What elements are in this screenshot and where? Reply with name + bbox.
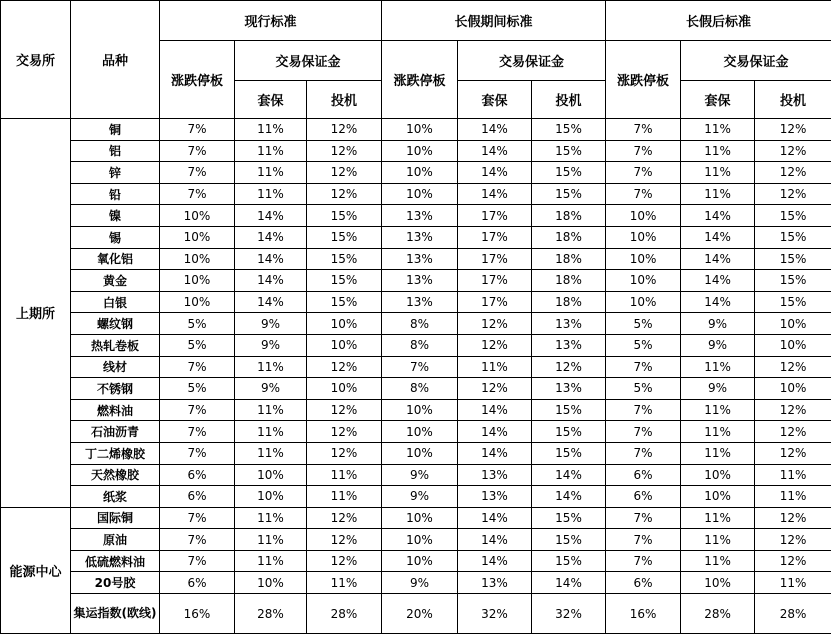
spec-margin-value: 32% xyxy=(532,594,606,634)
hedge-margin-value: 14% xyxy=(235,248,307,270)
limit-value: 7% xyxy=(160,162,235,184)
table-row xyxy=(1,486,831,508)
table-row xyxy=(1,183,831,205)
header-group-holiday: 长假期间标准 xyxy=(382,1,606,41)
limit-value: 5% xyxy=(606,378,681,400)
product-name: 石油沥青 xyxy=(71,421,160,443)
limit-value: 7% xyxy=(160,399,235,421)
limit-value: 7% xyxy=(160,183,235,205)
hedge-margin-value: 14% xyxy=(681,205,755,227)
limit-value: 7% xyxy=(606,529,681,551)
spec-margin-value: 11% xyxy=(755,486,831,508)
limit-value: 5% xyxy=(160,313,235,335)
spec-margin-value: 15% xyxy=(532,119,606,141)
spec-margin-value: 15% xyxy=(755,270,831,292)
spec-margin-value: 15% xyxy=(755,226,831,248)
hedge-margin-value: 14% xyxy=(681,248,755,270)
hedge-margin-value: 10% xyxy=(235,486,307,508)
spec-margin-value: 15% xyxy=(307,291,382,313)
spec-margin-value: 15% xyxy=(532,421,606,443)
limit-value: 10% xyxy=(382,140,458,162)
hedge-margin-value: 14% xyxy=(681,291,755,313)
limit-value: 6% xyxy=(606,486,681,508)
table-row xyxy=(1,248,831,270)
spec-margin-value: 11% xyxy=(307,464,382,486)
spec-margin-value: 15% xyxy=(755,205,831,227)
hedge-margin-value: 14% xyxy=(681,226,755,248)
spec-margin-value: 12% xyxy=(307,550,382,572)
product-name: 丁二烯橡胶 xyxy=(71,442,160,464)
hedge-margin-value: 14% xyxy=(235,291,307,313)
limit-value: 7% xyxy=(160,356,235,378)
header-speculation: 投机 xyxy=(755,81,831,119)
spec-margin-value: 12% xyxy=(755,140,831,162)
hedge-margin-value: 14% xyxy=(458,183,532,205)
exchange-name: 能源中心 xyxy=(1,507,71,633)
limit-value: 10% xyxy=(382,421,458,443)
hedge-margin-value: 11% xyxy=(681,442,755,464)
limit-value: 10% xyxy=(382,119,458,141)
spec-margin-value: 11% xyxy=(755,464,831,486)
header-margin: 交易保证金 xyxy=(458,41,606,81)
limit-value: 13% xyxy=(382,205,458,227)
spec-margin-value: 11% xyxy=(307,572,382,594)
hedge-margin-value: 17% xyxy=(458,205,532,227)
hedge-margin-value: 14% xyxy=(681,270,755,292)
limit-value: 10% xyxy=(382,442,458,464)
limit-value: 7% xyxy=(382,356,458,378)
limit-value: 7% xyxy=(606,140,681,162)
spec-margin-value: 15% xyxy=(307,270,382,292)
hedge-margin-value: 11% xyxy=(681,119,755,141)
limit-value: 10% xyxy=(160,205,235,227)
limit-value: 10% xyxy=(160,226,235,248)
limit-value: 10% xyxy=(382,507,458,529)
limit-value: 7% xyxy=(606,183,681,205)
hedge-margin-value: 14% xyxy=(235,226,307,248)
limit-value: 8% xyxy=(382,313,458,335)
limit-value: 7% xyxy=(606,356,681,378)
hedge-margin-value: 11% xyxy=(235,162,307,184)
hedge-margin-value: 11% xyxy=(235,119,307,141)
limit-value: 7% xyxy=(160,529,235,551)
spec-margin-value: 12% xyxy=(755,183,831,205)
hedge-margin-value: 14% xyxy=(458,140,532,162)
hedge-margin-value: 11% xyxy=(681,356,755,378)
product-name: 锡 xyxy=(71,226,160,248)
hedge-margin-value: 9% xyxy=(235,313,307,335)
table-row xyxy=(1,464,831,486)
limit-value: 6% xyxy=(160,486,235,508)
table-row xyxy=(1,162,831,184)
limit-value: 10% xyxy=(382,399,458,421)
table-row xyxy=(1,550,831,572)
limit-value: 10% xyxy=(606,226,681,248)
spec-margin-value: 10% xyxy=(755,378,831,400)
limit-value: 10% xyxy=(382,162,458,184)
product-name: 线材 xyxy=(71,356,160,378)
spec-margin-value: 10% xyxy=(307,313,382,335)
hedge-margin-value: 10% xyxy=(681,464,755,486)
table-row xyxy=(1,572,831,594)
spec-margin-value: 12% xyxy=(307,442,382,464)
table-row xyxy=(1,356,831,378)
spec-margin-value: 15% xyxy=(532,183,606,205)
spec-margin-value: 18% xyxy=(532,291,606,313)
limit-value: 13% xyxy=(382,248,458,270)
limit-value: 6% xyxy=(160,464,235,486)
hedge-margin-value: 11% xyxy=(681,162,755,184)
product-name: 不锈钢 xyxy=(71,378,160,400)
product-name: 国际铜 xyxy=(71,507,160,529)
hedge-margin-value: 11% xyxy=(235,442,307,464)
hedge-margin-value: 11% xyxy=(458,356,532,378)
spec-margin-value: 11% xyxy=(755,572,831,594)
header-speculation: 投机 xyxy=(532,81,606,119)
limit-value: 7% xyxy=(160,550,235,572)
header-limit: 涨跌停板 xyxy=(382,41,458,119)
limit-value: 10% xyxy=(382,529,458,551)
hedge-margin-value: 28% xyxy=(235,594,307,634)
hedge-margin-value: 9% xyxy=(681,313,755,335)
hedge-margin-value: 11% xyxy=(235,356,307,378)
hedge-margin-value: 11% xyxy=(681,550,755,572)
hedge-margin-value: 11% xyxy=(235,507,307,529)
spec-margin-value: 14% xyxy=(532,572,606,594)
spec-margin-value: 12% xyxy=(755,399,831,421)
hedge-margin-value: 14% xyxy=(235,270,307,292)
spec-margin-value: 12% xyxy=(532,356,606,378)
limit-value: 10% xyxy=(606,291,681,313)
spec-margin-value: 18% xyxy=(532,226,606,248)
spec-margin-value: 15% xyxy=(307,226,382,248)
hedge-margin-value: 11% xyxy=(681,399,755,421)
hedge-margin-value: 14% xyxy=(458,550,532,572)
table-row xyxy=(1,205,831,227)
spec-margin-value: 15% xyxy=(532,550,606,572)
spec-margin-value: 12% xyxy=(307,183,382,205)
limit-value: 7% xyxy=(160,421,235,443)
hedge-margin-value: 10% xyxy=(235,572,307,594)
table-row xyxy=(1,507,831,529)
table-body xyxy=(1,119,831,634)
product-name: 铝 xyxy=(71,140,160,162)
limit-value: 9% xyxy=(382,464,458,486)
hedge-margin-value: 11% xyxy=(235,183,307,205)
product-name: 铜 xyxy=(71,119,160,141)
header-margin: 交易保证金 xyxy=(235,41,382,81)
product-name: 氧化铝 xyxy=(71,248,160,270)
limit-value: 5% xyxy=(160,378,235,400)
spec-margin-value: 12% xyxy=(307,356,382,378)
limit-value: 16% xyxy=(160,594,235,634)
limit-value: 7% xyxy=(606,442,681,464)
table-row xyxy=(1,594,831,634)
header-hedge: 套保 xyxy=(458,81,532,119)
spec-margin-value: 12% xyxy=(307,421,382,443)
limit-value: 16% xyxy=(606,594,681,634)
header-limit: 涨跌停板 xyxy=(160,41,235,119)
spec-margin-value: 15% xyxy=(532,162,606,184)
product-name: 低硫燃料油 xyxy=(71,550,160,572)
limit-value: 7% xyxy=(606,421,681,443)
limit-value: 10% xyxy=(160,248,235,270)
limit-value: 5% xyxy=(160,334,235,356)
spec-margin-value: 11% xyxy=(307,486,382,508)
table-row xyxy=(1,378,831,400)
limit-value: 5% xyxy=(606,313,681,335)
product-name: 螺纹钢 xyxy=(71,313,160,335)
spec-margin-value: 15% xyxy=(532,507,606,529)
product-name: 热轧卷板 xyxy=(71,334,160,356)
table-row xyxy=(1,140,831,162)
hedge-margin-value: 9% xyxy=(681,334,755,356)
spec-margin-value: 10% xyxy=(307,378,382,400)
limit-value: 10% xyxy=(606,205,681,227)
limit-value: 6% xyxy=(160,572,235,594)
hedge-margin-value: 17% xyxy=(458,270,532,292)
limit-value: 7% xyxy=(160,119,235,141)
header-margin: 交易保证金 xyxy=(681,41,831,81)
hedge-margin-value: 9% xyxy=(235,378,307,400)
header-group-after-holiday: 长假后标准 xyxy=(606,1,831,41)
hedge-margin-value: 17% xyxy=(458,291,532,313)
table-row xyxy=(1,270,831,292)
spec-margin-value: 15% xyxy=(307,205,382,227)
hedge-margin-value: 14% xyxy=(458,162,532,184)
hedge-margin-value: 14% xyxy=(235,205,307,227)
header-speculation: 投机 xyxy=(307,81,382,119)
limit-value: 13% xyxy=(382,226,458,248)
hedge-margin-value: 11% xyxy=(681,183,755,205)
spec-margin-value: 28% xyxy=(755,594,831,634)
header-hedge: 套保 xyxy=(681,81,755,119)
hedge-margin-value: 14% xyxy=(458,529,532,551)
spec-margin-value: 10% xyxy=(755,334,831,356)
hedge-margin-value: 17% xyxy=(458,226,532,248)
limit-value: 5% xyxy=(606,334,681,356)
product-name: 燃料油 xyxy=(71,399,160,421)
spec-margin-value: 14% xyxy=(532,486,606,508)
table-row xyxy=(1,226,831,248)
limit-value: 8% xyxy=(382,334,458,356)
limit-value: 7% xyxy=(606,119,681,141)
hedge-margin-value: 11% xyxy=(681,507,755,529)
table-row xyxy=(1,442,831,464)
spec-margin-value: 12% xyxy=(307,507,382,529)
spec-margin-value: 12% xyxy=(755,529,831,551)
product-name: 铅 xyxy=(71,183,160,205)
table-row xyxy=(1,529,831,551)
spec-margin-value: 12% xyxy=(755,507,831,529)
product-name: 纸浆 xyxy=(71,486,160,508)
limit-value: 10% xyxy=(160,291,235,313)
table-row xyxy=(1,399,831,421)
spec-margin-value: 15% xyxy=(755,248,831,270)
header-group-current: 现行标准 xyxy=(160,1,382,41)
hedge-margin-value: 14% xyxy=(458,507,532,529)
hedge-margin-value: 14% xyxy=(458,399,532,421)
spec-margin-value: 15% xyxy=(532,442,606,464)
limit-value: 9% xyxy=(382,486,458,508)
hedge-margin-value: 11% xyxy=(681,140,755,162)
hedge-margin-value: 12% xyxy=(458,313,532,335)
spec-margin-value: 18% xyxy=(532,205,606,227)
table-row xyxy=(1,334,831,356)
limit-value: 10% xyxy=(606,270,681,292)
hedge-margin-value: 11% xyxy=(681,529,755,551)
header-hedge: 套保 xyxy=(235,81,307,119)
spec-margin-value: 12% xyxy=(755,356,831,378)
hedge-margin-value: 10% xyxy=(681,572,755,594)
hedge-margin-value: 13% xyxy=(458,486,532,508)
hedge-margin-value: 12% xyxy=(458,378,532,400)
hedge-margin-value: 11% xyxy=(235,421,307,443)
limit-value: 13% xyxy=(382,270,458,292)
hedge-margin-value: 11% xyxy=(681,421,755,443)
hedge-margin-value: 14% xyxy=(458,421,532,443)
limit-value: 20% xyxy=(382,594,458,634)
hedge-margin-value: 11% xyxy=(235,399,307,421)
hedge-margin-value: 28% xyxy=(681,594,755,634)
spec-margin-value: 12% xyxy=(755,421,831,443)
spec-margin-value: 12% xyxy=(307,529,382,551)
spec-margin-value: 15% xyxy=(532,399,606,421)
spec-margin-value: 18% xyxy=(532,270,606,292)
table-row xyxy=(1,421,831,443)
table-row xyxy=(1,291,831,313)
header-exchange: 交易所 xyxy=(1,1,71,119)
limit-value: 10% xyxy=(160,270,235,292)
spec-margin-value: 12% xyxy=(307,399,382,421)
limit-value: 10% xyxy=(382,183,458,205)
product-name: 20号胶 xyxy=(71,572,160,594)
spec-margin-value: 15% xyxy=(532,529,606,551)
table-header xyxy=(1,1,831,119)
spec-margin-value: 12% xyxy=(307,119,382,141)
spec-margin-value: 18% xyxy=(532,248,606,270)
spec-margin-value: 12% xyxy=(307,140,382,162)
limit-value: 7% xyxy=(606,550,681,572)
table-row xyxy=(1,313,831,335)
spec-margin-value: 10% xyxy=(307,334,382,356)
limit-value: 13% xyxy=(382,291,458,313)
limit-value: 6% xyxy=(606,572,681,594)
hedge-margin-value: 14% xyxy=(458,119,532,141)
limit-value: 10% xyxy=(606,248,681,270)
hedge-margin-value: 32% xyxy=(458,594,532,634)
spec-margin-value: 10% xyxy=(755,313,831,335)
product-name: 镍 xyxy=(71,205,160,227)
limit-value: 8% xyxy=(382,378,458,400)
hedge-margin-value: 14% xyxy=(458,442,532,464)
spec-margin-value: 13% xyxy=(532,313,606,335)
spec-margin-value: 15% xyxy=(532,140,606,162)
limit-value: 7% xyxy=(606,162,681,184)
spec-margin-value: 13% xyxy=(532,334,606,356)
limit-value: 6% xyxy=(606,464,681,486)
product-name: 集运指数(欧线) xyxy=(71,594,160,634)
spec-margin-value: 12% xyxy=(755,442,831,464)
product-name: 黄金 xyxy=(71,270,160,292)
spec-margin-value: 13% xyxy=(532,378,606,400)
hedge-margin-value: 17% xyxy=(458,248,532,270)
hedge-margin-value: 10% xyxy=(235,464,307,486)
hedge-margin-value: 9% xyxy=(681,378,755,400)
limit-value: 7% xyxy=(160,140,235,162)
spec-margin-value: 12% xyxy=(307,162,382,184)
hedge-margin-value: 11% xyxy=(235,550,307,572)
spec-margin-value: 12% xyxy=(755,119,831,141)
product-name: 天然橡胶 xyxy=(71,464,160,486)
product-name: 白银 xyxy=(71,291,160,313)
hedge-margin-value: 10% xyxy=(681,486,755,508)
limit-value: 9% xyxy=(382,572,458,594)
limit-value: 7% xyxy=(160,442,235,464)
spec-margin-value: 12% xyxy=(755,550,831,572)
product-name: 锌 xyxy=(71,162,160,184)
limit-value: 10% xyxy=(382,550,458,572)
table-row xyxy=(1,119,831,141)
limit-value: 7% xyxy=(606,399,681,421)
hedge-margin-value: 9% xyxy=(235,334,307,356)
header-product: 品种 xyxy=(71,1,160,119)
limit-value: 7% xyxy=(160,507,235,529)
header-limit: 涨跌停板 xyxy=(606,41,681,119)
hedge-margin-value: 13% xyxy=(458,572,532,594)
spec-margin-value: 12% xyxy=(755,162,831,184)
product-name: 原油 xyxy=(71,529,160,551)
spec-margin-value: 28% xyxy=(307,594,382,634)
spec-margin-value: 15% xyxy=(307,248,382,270)
spec-margin-value: 14% xyxy=(532,464,606,486)
limit-value: 7% xyxy=(606,507,681,529)
hedge-margin-value: 11% xyxy=(235,529,307,551)
exchange-name: 上期所 xyxy=(1,119,71,508)
hedge-margin-value: 11% xyxy=(235,140,307,162)
hedge-margin-value: 13% xyxy=(458,464,532,486)
hedge-margin-value: 12% xyxy=(458,334,532,356)
spec-margin-value: 15% xyxy=(755,291,831,313)
